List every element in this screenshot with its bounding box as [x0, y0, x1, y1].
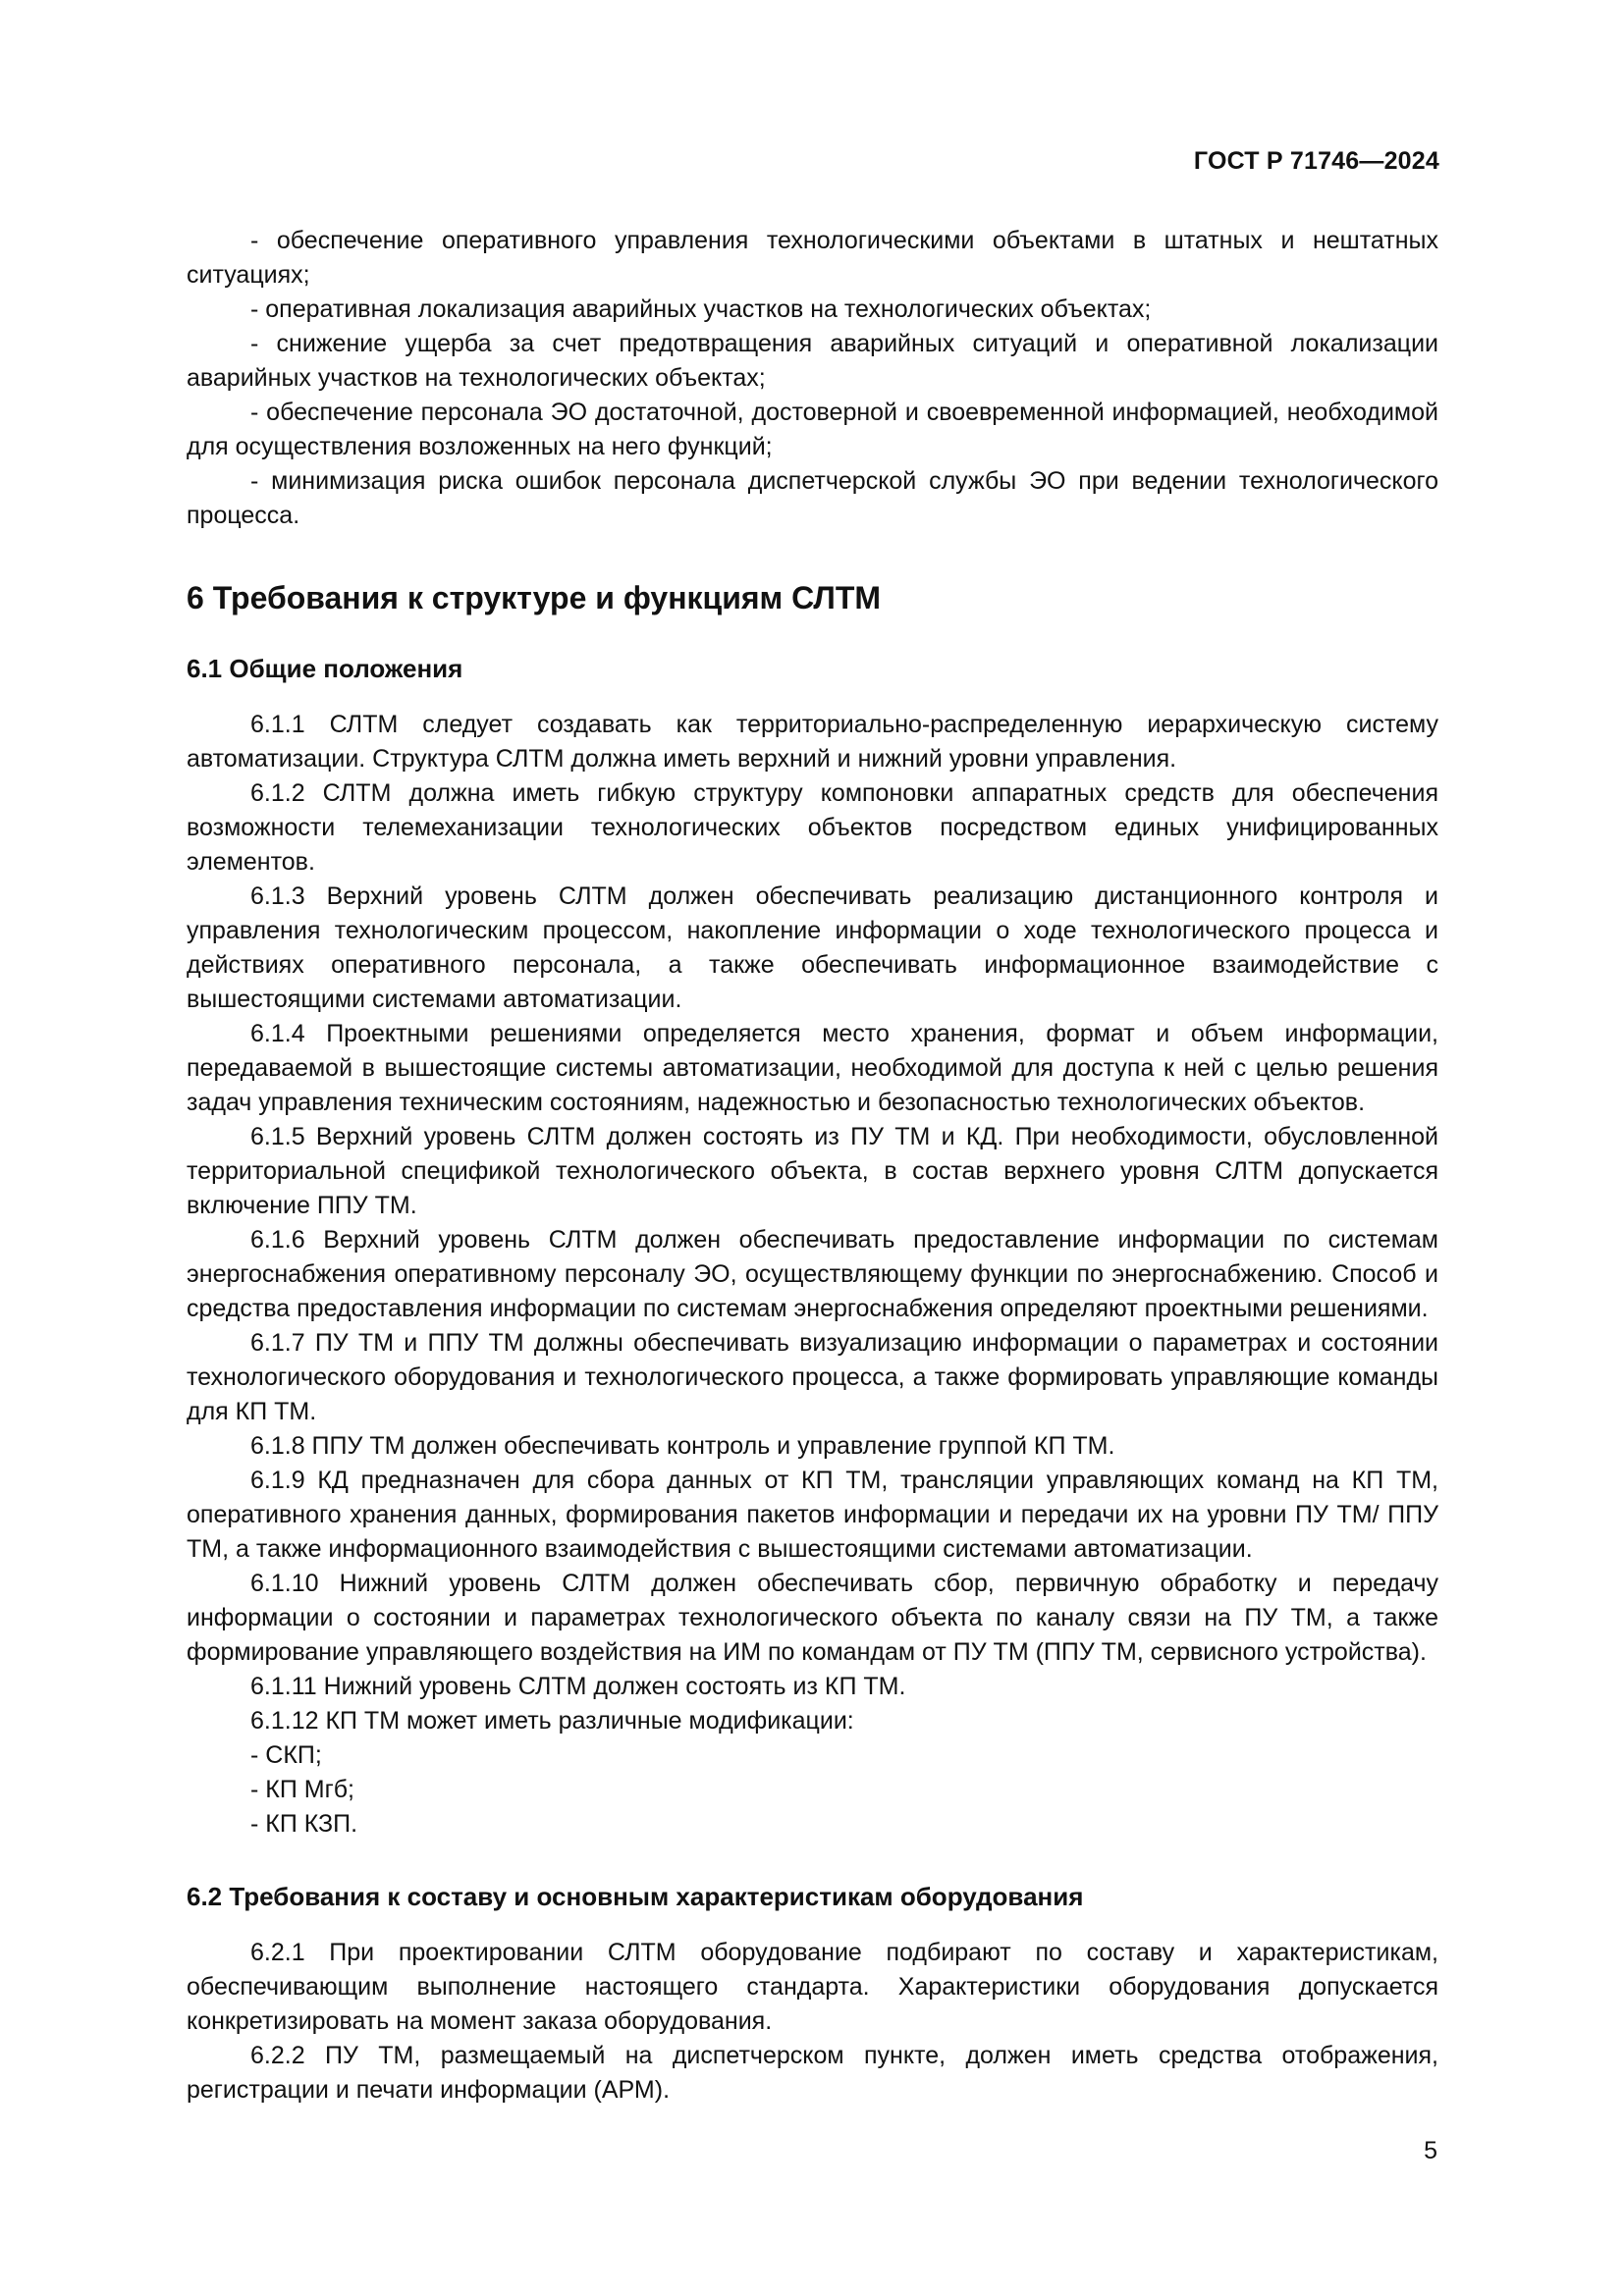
- page-number: 5: [1424, 2137, 1437, 2164]
- paragraph: 6.2.2 ПУ ТМ, размещаемый на диспетчерском пункте, должен иметь средства отображения, регистрации и печати информации (АРМ).: [187, 2042, 1438, 2104]
- modification-item: - СКП;: [250, 1741, 322, 1769]
- paragraph: 6.1.12 КП ТМ может иметь различные модификации:: [250, 1707, 854, 1735]
- paragraph: 6.1.4 Проектными решениями определяется место хранения, формат и объем информации, передаваемой в вышестоящие системы автоматизации, необходимой для доступа к ней с целью решения задач управления техническим состояниям, надежностью и безопасностью технологических объектов.: [187, 1020, 1438, 1116]
- paragraph: 6.1.3 Верхний уровень СЛТМ должен обеспечивать реализацию дистанционного контроля и управления технологическим процессом, накопление информации о ходе технологического процесса и действиях оперативного персонала, а также обеспечивать информационное взаимодействие с вышестоящими системами автоматизации.: [187, 882, 1438, 1013]
- list-item: - снижение ущерба за счет предотвращения аварийных ситуаций и оперативной локализации аварийных участков на технологических объектах;: [187, 330, 1438, 392]
- paragraph: 6.1.2 СЛТМ должна иметь гибкую структуру компоновки аппаратных средств для обеспечения возможности телемеханизации технологических объектов посредством единых унифицированных элементов.: [187, 779, 1438, 876]
- paragraph: 6.1.10 Нижний уровень СЛТМ должен обеспечивать сбор, первичную обработку и передачу информации о состоянии и параметрах технологического объекта по каналу связи на ПУ ТМ, а также формирование управляющего воздействия на ИМ по командам от ПУ ТМ (ППУ ТМ, сервисного устройства).: [187, 1570, 1438, 1666]
- section-heading: 6 Требования к структуре и функциям СЛТМ: [187, 580, 882, 615]
- list-item: - обеспечение персонала ЭО достаточной, достоверной и своевременной информацией, необходимой для осуществления возложенных на него функций;: [187, 399, 1438, 460]
- subsection-6-1-body: [187, 708, 1438, 1842]
- modification-item: - КП КЗП.: [250, 1810, 358, 1838]
- modification-item: - КП Мгб;: [250, 1776, 354, 1803]
- intro-list: [187, 224, 1438, 533]
- standard-code: ГОСТ Р 71746—2024: [1193, 147, 1439, 175]
- list-item: - обеспечение оперативного управления технологическими объектами в штатных и нештатных ситуациях;: [187, 227, 1438, 289]
- paragraph: 6.1.7 ПУ ТМ и ППУ ТМ должны обеспечивать визуализацию информации о параметрах и состоянии технологического оборудования и технологического процесса, а также формировать управляющие команды для КП ТМ.: [187, 1329, 1438, 1425]
- paragraph: 6.1.8 ППУ ТМ должен обеспечивать контроль и управление группой КП ТМ.: [250, 1432, 1115, 1460]
- subsection-heading: 6.2 Требования к составу и основным характеристикам оборудования: [187, 1882, 1084, 1911]
- paragraph: 6.1.11 Нижний уровень СЛТМ должен состоять из КП ТМ.: [250, 1673, 906, 1700]
- paragraph: 6.1.5 Верхний уровень СЛТМ должен состоять из ПУ ТМ и КД. При необходимости, обусловленной территориальной спецификой технологического объекта, в состав верхнего уровня СЛТМ допускается включение ППУ ТМ.: [187, 1123, 1438, 1219]
- paragraph: 6.1.9 КД предназначен для сбора данных от КП ТМ, трансляции управляющих команд на КП ТМ, оперативного хранения данных, формирования пакетов информации и передачи их на уровни ПУ ТМ/ ППУ ТМ, а также информационного взаимодействия с вышестоящими системами автоматизации.: [187, 1467, 1438, 1563]
- list-item: - минимизация риска ошибок персонала диспетчерской службы ЭО при ведении технологического процесса.: [187, 467, 1438, 529]
- paragraph: 6.1.6 Верхний уровень СЛТМ должен обеспечивать предоставление информации по системам энергоснабжения оперативному персоналу ЭО, осуществляющему функции по энергоснабжению. Способ и средства предоставления информации по системам энергоснабжения определяют проектными решениями.: [187, 1226, 1438, 1322]
- document-body: [187, 224, 1438, 2108]
- list-item: - оперативная локализация аварийных участков на технологических объектах;: [250, 295, 1152, 323]
- paragraph: 6.2.1 При проектировании СЛТМ оборудование подбирают по составу и характеристикам, обеспечивающим выполнение настоящего стандарта. Характеристики оборудования допускается конкретизировать на момент заказа оборудования.: [187, 1939, 1438, 2035]
- subsection-heading: 6.1 Общие положения: [187, 654, 463, 683]
- subsection-6-2-body: [187, 1936, 1438, 2108]
- paragraph: 6.1.1 СЛТМ следует создавать как территориально-распределенную иерархическую систему автоматизации. Структура СЛТМ должна иметь верхний и нижний уровни управления.: [187, 711, 1438, 773]
